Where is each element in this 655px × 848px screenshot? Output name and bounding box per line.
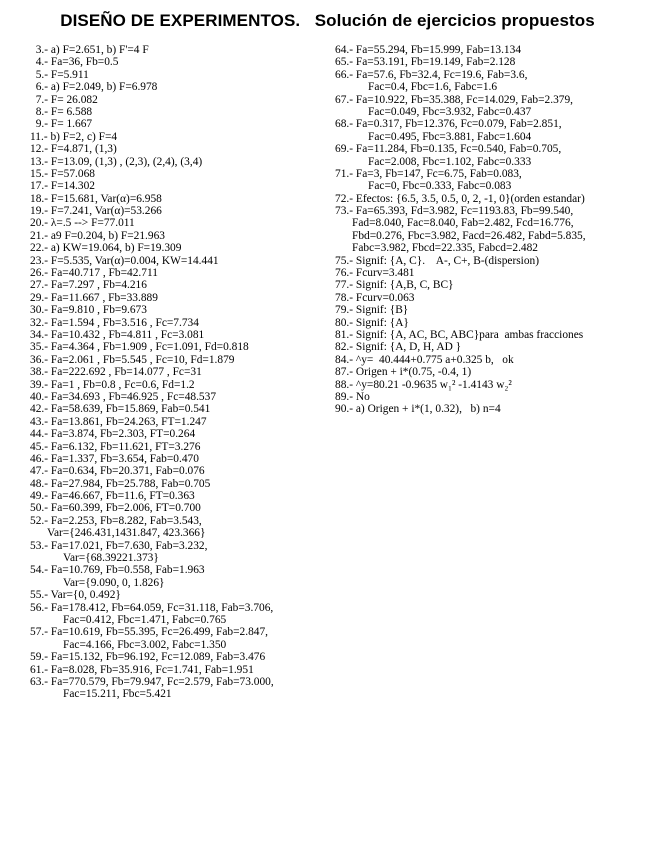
answer-line: 17.- F=14.302 xyxy=(30,180,95,193)
answer-line: 73.- Fa=65.393, Fd=3.982, Fc=1193.83, Fb=99.540, xyxy=(335,205,574,218)
answer-line: 13.- F=13.09, (1,3) , (2,3), (2,4), (3,4) xyxy=(30,155,203,168)
answer-line: 53.- Fa=17.021, Fb=7.630, Fab=3.232, xyxy=(30,539,208,552)
answer-line: 56.- Fa=178.412, Fb=64.059, Fc=31.118, Fab=3.706, xyxy=(30,601,274,614)
answer-line: 77.- Signif: {A,B, C, BC} xyxy=(335,279,454,292)
answer-line: 5.- F=5.911 xyxy=(30,68,89,81)
answer-line: 82.- Signif: {A, D, H, AD } xyxy=(335,341,462,354)
answer-line: 47.- Fa=0.634, Fb=20.371, Fab=0.076 xyxy=(30,465,205,478)
answer-line: 61.- Fa=8.028, Fb=35.916, Fc=1.741, Fab=1.951 xyxy=(30,663,254,676)
answer-line: 90.- a) Origen + i*(1, 0.32), b) n=4 xyxy=(335,403,501,416)
answer-line: 38.- Fa=222.692 , Fb=14.077 , Fc=31 xyxy=(30,366,202,379)
answer-continuation-line: Fad=8.040, Fac=8.040, Fab=2.482, Fcd=16.776, xyxy=(352,217,574,230)
answer-line: 27.- Fa=7.297 , Fb=4.216 xyxy=(30,279,147,292)
answer-line: 64.- Fa=55.294, Fb=15.999, Fab=13.134 xyxy=(335,44,522,56)
answer-line: 75.- Signif: {A, C}. A-, C+, B-(dispersion) xyxy=(335,254,540,267)
answer-line: 26.- Fa=40.717 , Fb=42.711 xyxy=(30,267,158,280)
answer-continuation-line: Fabc=3.982, Fbcd=22.335, Fabcd=2.482 xyxy=(352,242,539,255)
answer-line: 43.- Fa=13.861, Fb=24.263, FT=1.247 xyxy=(30,415,207,428)
answer-continuation-line: Fac=0.412, Fbc=1.471, Fabc=0.765 xyxy=(63,613,227,626)
answer-line: 32.- Fa=1.594 , Fb=3.516 , Fc=7.734 xyxy=(30,316,199,329)
answer-line: 39.- Fa=1 , Fb=0.8 , Fc=0.6, Fd=1.2 xyxy=(30,378,195,391)
answer-line: 71.- Fa=3, Fb=147, Fc=6.75, Fab=0.083, xyxy=(335,167,522,180)
answer-continuation-line: Fac=0.4, Fbc=1.6, Fabc=1.6 xyxy=(368,81,498,94)
answer-line: 48.- Fa=27.984, Fb=25.788, Fab=0.705 xyxy=(30,477,211,490)
answer-line: 30.- Fa=9.810 , Fb=9.673 xyxy=(30,304,147,317)
answer-line: 40.- Fa=34.693 , Fb=46.925 , Fc=48.537 xyxy=(30,390,217,403)
answer-line: 52.- Fa=2.253, Fb=8.282, Fab=3.543, xyxy=(30,514,202,527)
answer-line: 42.- Fa=58.639, Fb=15.869, Fab=0.541 xyxy=(30,403,211,416)
answer-line: 49.- Fa=46.667, Fb=11.6, FT=0.363 xyxy=(30,490,195,503)
answer-line: 46.- Fa=1.337, Fb=3.654, Fab=0.470 xyxy=(30,452,199,465)
answer-continuation-line: Fbd=0.276, Fbc=3.982, Facd=26.482, Fabd=5.835, xyxy=(352,229,586,242)
answer-line: 87.- Origen + i*(0.75, -0.4, 1) xyxy=(335,366,472,379)
answer-line: 79.- Signif: {B} xyxy=(335,304,409,317)
answer-line: 72.- Efectos: {6.5, 3.5, 0.5, 0, 2, -1, 0}(orden estandar) xyxy=(335,192,585,205)
answer-line: 19.- F=7.241, Var(α)=53.266 xyxy=(30,205,162,218)
answer-continuation-line: Fac=4.166, Fbc=3.002, Fabc=1.350 xyxy=(63,638,227,651)
answer-line: 12.- F=4.871, (1,3) xyxy=(30,143,117,156)
answer-line: 4.- Fa=36, Fb=0.5 xyxy=(30,56,119,69)
answer-line: 50.- Fa=60.399, Fb=2.006, FT=0.700 xyxy=(30,502,201,515)
answer-line: 89.- No xyxy=(335,390,370,403)
answer-line: 80.- Signif: {A} xyxy=(335,316,409,329)
answer-line: 7.- F= 26.082 xyxy=(30,93,98,106)
answer-continuation-line: Var={246.431,1431.847, 423.366} xyxy=(47,527,206,540)
answer-line: 18.- F=15.681, Var(α)=6.958 xyxy=(30,192,162,205)
answer-line: 84.- ^y= 40.444+0.775 a+0.325 b, ok xyxy=(335,353,514,366)
answer-continuation-line: Fac=15.211, Fbc=5.421 xyxy=(63,688,172,701)
answer-line: 63.- Fa=770.579, Fb=79.947, Fc=2.579, Fab=73.000, xyxy=(30,675,274,688)
answer-line: 54.- Fa=10.769, Fb=0.558, Fab=1.963 xyxy=(30,564,205,577)
answer-line: 11.- b) F=2, c) F=4 xyxy=(30,130,118,143)
answer-line: 35.- Fa=4.364 , Fb=1.909 , Fc=1.091, Fd=0.818 xyxy=(30,341,249,354)
answer-line: 6.- a) F=2.049, b) F=6.978 xyxy=(30,81,158,94)
answer-continuation-line: Fac=0.049, Fbc=3.932, Fabc=0.437 xyxy=(368,105,532,118)
right-column xyxy=(335,44,650,416)
answer-line: 36.- Fa=2.061 , Fb=5.545 , Fc=10, Fd=1.879 xyxy=(30,353,235,366)
answer-line: 59.- Fa=15.132, Fb=96.192, Fc=12.089, Fab=3.476 xyxy=(30,651,266,664)
answer-continuation-line: Fac=2.008, Fbc=1.102, Fabc=0.333 xyxy=(368,155,532,168)
answer-line: 8.- F= 6.588 xyxy=(30,105,93,118)
answer-line: 57.- Fa=10.619, Fb=55.395, Fc=26.499, Fab=2.847, xyxy=(30,626,269,639)
answer-line: 23.- F=5.535, Var(α)=0.004, KW=14.441 xyxy=(30,254,219,267)
answer-line: 68.- Fa=0.317, Fb=12.376, Fc=0.079, Fab=2.851, xyxy=(335,118,562,131)
answer-line: 69.- Fa=11.284, Fb=0.135, Fc=0.540, Fab=0.705, xyxy=(335,143,562,156)
answer-line: 15.- F=57.068 xyxy=(30,167,95,180)
answer-line: 45.- Fa=6.132, Fb=11.621, FT=3.276 xyxy=(30,440,201,453)
answer-line: 66.- Fa=57.6, Fb=32.4, Fc=19.6, Fab=3.6, xyxy=(335,68,528,81)
answer-line: 65.- Fa=53.191, Fb=19.149, Fab=2.128 xyxy=(335,56,516,69)
answer-line: 67.- Fa=10.922, Fb=35.388, Fc=14.029, Fab=2.379, xyxy=(335,93,574,106)
answer-line: 55.- Var={0, 0.492} xyxy=(30,589,121,602)
answer-line: 29.- Fa=11.667 , Fb=33.889 xyxy=(30,291,158,304)
answer-line: 22.- a) KW=19.064, b) F=19.309 xyxy=(30,242,182,255)
answer-line: 34.- Fa=10.432 , Fb=4.811 , Fc=3.081 xyxy=(30,328,205,341)
answer-line: 20.- λ=.5 --> F=77.011 xyxy=(30,217,135,230)
answer-line: 88.- ^y=80.21 -0.9635 w₁² -1.4143 w₂² xyxy=(335,378,512,391)
answer-continuation-line: Var={68.39221.373} xyxy=(63,552,159,565)
answer-continuation-line: Var={9.090, 0, 1.826} xyxy=(63,576,165,589)
answer-line: 9.- F= 1.667 xyxy=(30,118,93,131)
answer-line: 81.- Signif: {A, AC, BC, ABC}para ambas fracciones xyxy=(335,328,584,341)
answer-line: 44.- Fa=3.874, Fb=2.303, FT=0.264 xyxy=(30,428,196,441)
answer-continuation-line: Fac=0, Fbc=0.333, Fabc=0.083 xyxy=(368,180,512,193)
answer-line: 21.- a9 F=0.204, b) F=21.963 xyxy=(30,229,165,242)
answer-continuation-line: Fac=0.495, Fbc=3.881, Fabc=1.604 xyxy=(368,130,532,143)
answer-line: 76.- Fcurv=3.481 xyxy=(335,267,415,280)
left-column xyxy=(30,44,320,701)
answer-line: 3.- a) F=2.651, b) F'=4 F xyxy=(30,44,149,56)
page-title: DISEÑO DE EXPERIMENTOS. Solución de ejercicios propuestos xyxy=(60,11,595,30)
answer-line: 78.- Fcurv=0.063 xyxy=(335,291,415,304)
